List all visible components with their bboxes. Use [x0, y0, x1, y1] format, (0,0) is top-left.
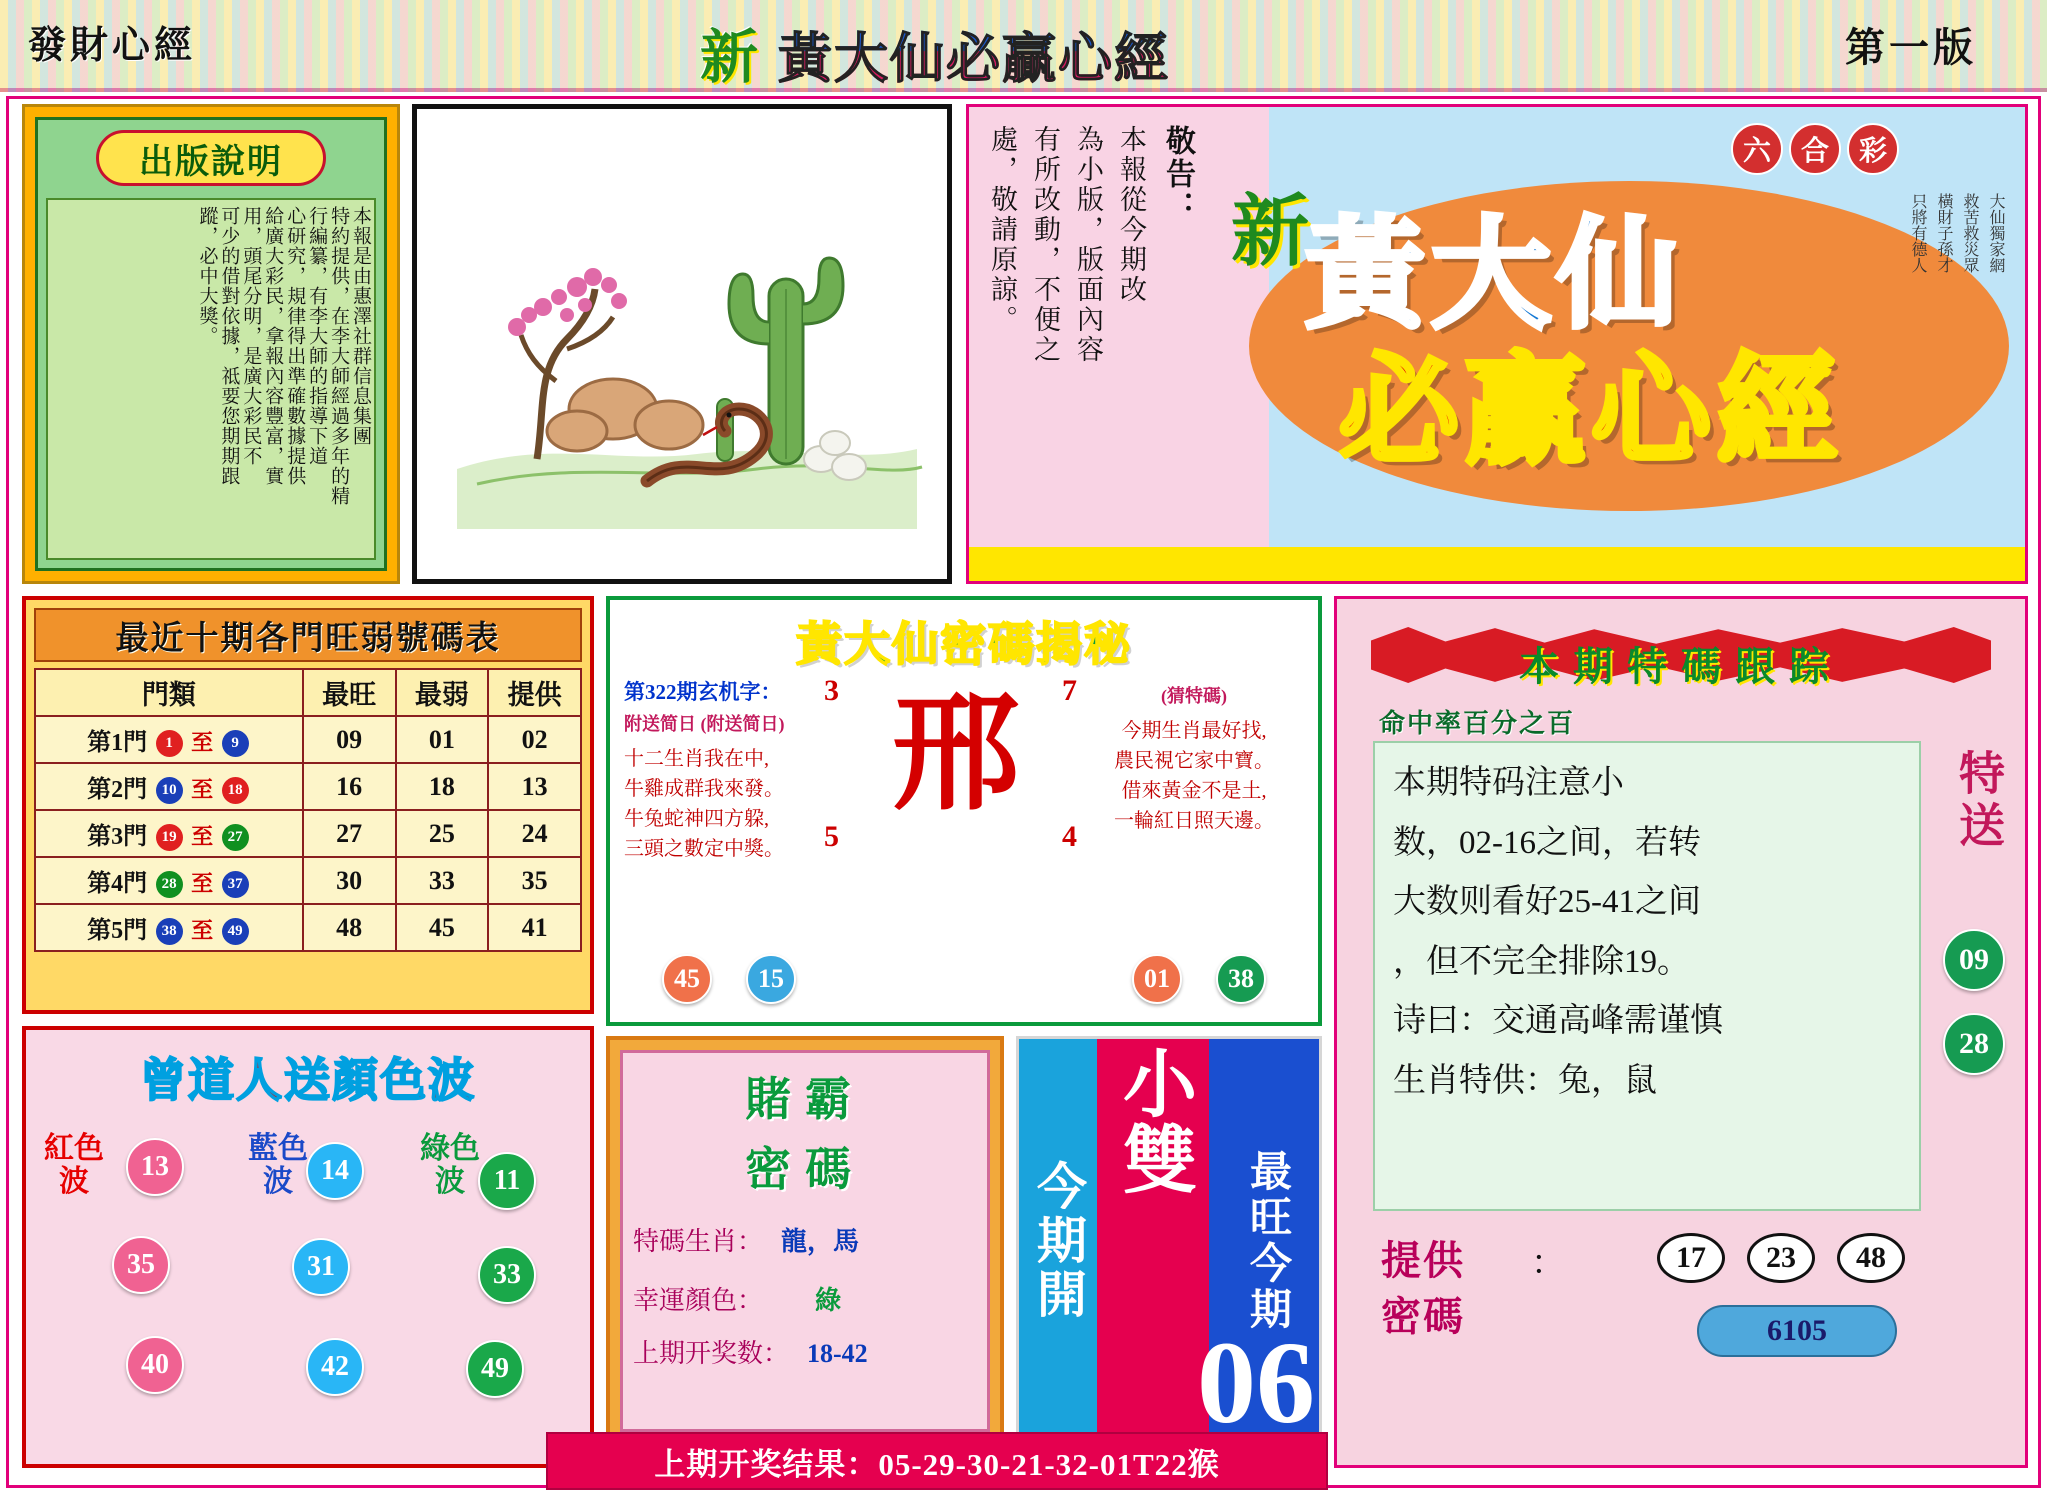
special-code-oval: 17	[1657, 1233, 1725, 1283]
poem-line: 一輪紅日照天邊。	[1114, 810, 1274, 832]
special-code-oval: 23	[1747, 1233, 1815, 1283]
special-paragraph: 本期特码注意小	[1393, 765, 1624, 801]
provide-colon: ：	[1531, 1244, 1565, 1282]
gamble-value: 綠	[815, 1286, 842, 1315]
poem-line: 牛兔蛇神四方躱,	[624, 808, 769, 830]
cell-supply: 35	[488, 857, 581, 904]
snake-and-cactus-icon	[417, 109, 947, 579]
banner-side-slogan	[1906, 193, 2007, 343]
banner-side-line: 只將有德人	[1909, 193, 1926, 273]
special-paragraph: 诗曰：交通高峰需谨慎	[1393, 1003, 1723, 1039]
color-wave-panel	[22, 1026, 594, 1468]
gate-label: 第3門	[87, 823, 148, 850]
decode-poem-left	[624, 744, 844, 864]
range-start-dot: 38	[156, 918, 183, 945]
gamble-value: 龍，馬	[781, 1227, 860, 1256]
illustration-panel	[412, 104, 952, 584]
today-open-right-label: 最旺今期	[1244, 1149, 1290, 1333]
gamble-row-color	[633, 1280, 977, 1317]
cell-supply: 02	[488, 716, 581, 763]
today-open-number: 06	[1197, 1317, 1315, 1446]
recent-table-title: 最近十期各門旺弱號碼表	[115, 620, 501, 657]
banner-bottom-bar	[969, 547, 2025, 581]
col-header-least: 最弱	[396, 669, 489, 716]
banner-title-line1: 黃大仙	[1305, 209, 1683, 342]
banner-notice-line: 本報從今期改	[1116, 125, 1146, 305]
range-start-dot: 1	[156, 730, 183, 757]
special-side-ball: 28	[1943, 1013, 2005, 1075]
table-row	[35, 857, 581, 904]
range-start-dot: 10	[156, 777, 183, 804]
range-start-dot: 28	[156, 871, 183, 898]
publication-note-title-badge	[96, 130, 326, 186]
decode-poem-right	[1086, 716, 1302, 836]
banner-notice-text	[983, 125, 1199, 545]
gamble-title-line1: 賭霸	[745, 1074, 865, 1125]
cell-most: 09	[303, 716, 396, 763]
cell-least: 45	[396, 904, 489, 951]
special-vertical-label: 特送	[1953, 749, 2004, 853]
table-header-row	[35, 669, 581, 716]
publication-note-line: 用，頭尾分明，是廣大彩民不	[240, 206, 262, 466]
gate-label: 第5門	[87, 917, 148, 944]
color-wave-ball: 13	[126, 1138, 184, 1196]
recent-table-title-bar	[34, 608, 582, 662]
provide-label-1: 提供	[1381, 1238, 1465, 1283]
banner-notice-line: 有所改動，不便之	[1030, 125, 1060, 365]
decode-title: 黃大仙密碼揭秘	[795, 619, 1132, 670]
provide-label-2: 密碼	[1381, 1294, 1465, 1339]
today-open-col-mid	[1097, 1039, 1209, 1443]
publication-note-line: 特約提供，在李大師經過多年的精	[328, 206, 350, 506]
decode-center-group	[846, 683, 1066, 825]
col-header-gate: 門類	[35, 669, 303, 716]
lotto-char: 合	[1789, 123, 1841, 175]
special-paragraph: 生肖特供：兔，鼠	[1393, 1062, 1657, 1099]
publication-note-line: 心研究，規律得出準確數據提供	[284, 206, 306, 486]
today-open-left-label: 今期開	[1030, 1160, 1086, 1322]
gamble-label: 上期开奖数：	[633, 1339, 790, 1368]
poem-line: 農民視它家中寶。	[1114, 750, 1274, 772]
cell-most: 48	[303, 904, 396, 951]
gamble-row-zodiac	[633, 1221, 977, 1258]
special-code-oval-group	[1657, 1233, 1905, 1283]
range-separator: 至	[191, 870, 214, 896]
decode-corner-bottom-right: 4	[1062, 820, 1077, 853]
gamble-label: 幸運顏色：	[633, 1286, 764, 1315]
color-wave-ball: 31	[292, 1238, 350, 1296]
decode-right-column	[1086, 682, 1302, 836]
color-wave-ball: 11	[478, 1152, 536, 1210]
decode-corner-bottom-left: 5	[824, 820, 839, 853]
banner-side-line: 橫財子孫才	[1935, 193, 1952, 273]
recent-table	[34, 668, 582, 952]
header-left-title: 發財心經	[28, 25, 197, 67]
range-separator: 至	[191, 776, 214, 802]
color-wave-ball: 49	[466, 1340, 524, 1398]
decode-ball: 01	[1132, 954, 1182, 1004]
decode-issue-line: 第322期玄机字：	[624, 680, 782, 704]
cell-least: 25	[396, 810, 489, 857]
range-end-dot: 27	[222, 824, 249, 851]
today-open-panel	[1016, 1036, 1322, 1446]
special-paragraph: ，但不完全排除19。	[1393, 943, 1690, 980]
banner-title-line2: 必贏心經	[1339, 345, 1843, 478]
gamble-row-last	[633, 1333, 977, 1370]
banner-notice-line: 處，敬請原諒。	[987, 125, 1017, 335]
cell-gate	[35, 763, 303, 810]
poem-line: 今期生肖最好找,	[1121, 720, 1267, 742]
decode-ball: 38	[1216, 954, 1266, 1004]
range-end-dot: 9	[222, 730, 249, 757]
range-end-dot: 49	[222, 918, 249, 945]
decode-guess-label: (猜特碼)	[1161, 686, 1227, 706]
cell-gate	[35, 857, 303, 904]
color-wave-title: 曾道人送顏色波	[140, 1055, 476, 1106]
publication-note-line: 行編纂，有李大師的指導下道	[306, 206, 328, 466]
poem-line: 三頭之數定中獎。	[624, 838, 784, 860]
special-ribbon	[1371, 609, 1991, 705]
header-main-title: 黃大仙必贏心經	[778, 16, 1170, 93]
special-side-ball: 09	[1943, 929, 2005, 991]
publication-note-panel	[22, 104, 400, 584]
poem-line: 十二生肖我在中,	[624, 748, 769, 770]
publication-note-line: 可少的借對依據，祗要您期期跟	[218, 206, 240, 486]
cell-supply: 41	[488, 904, 581, 951]
banner-notice-line: 敬告：	[1161, 125, 1194, 224]
gate-label: 第2門	[87, 776, 148, 803]
special-side-ball-group	[1943, 929, 2005, 1075]
banner-new-badge: 新	[1231, 188, 1310, 275]
cell-least: 33	[396, 857, 489, 904]
publication-note-line: 給廣大彩民，拿報內容豐富，實	[262, 206, 284, 486]
banner-side-line: 大仙獨家網	[1987, 193, 2004, 273]
gamble-code-panel	[606, 1036, 1004, 1446]
range-end-dot: 18	[222, 777, 249, 804]
banner-side-line: 救苦救災眾	[1961, 193, 1978, 273]
gate-label: 第4門	[87, 870, 148, 897]
banner-notice-line: 為小版，版面內容	[1073, 125, 1103, 365]
publication-note-title: 出版說明	[139, 143, 283, 181]
col-header-supply: 提供	[488, 669, 581, 716]
lotto-char: 彩	[1847, 123, 1899, 175]
publication-note-line: 蹤，必中大獎。	[196, 206, 218, 346]
special-ribbon-title: 本期特碼跟踪	[1519, 644, 1843, 689]
cell-gate	[35, 904, 303, 951]
publication-note-inner	[35, 117, 387, 571]
today-open-mid-label: 小雙	[1112, 1045, 1194, 1197]
lotto-char: 六	[1731, 123, 1783, 175]
gamble-label: 特碼生肖：	[633, 1227, 764, 1256]
table-row	[35, 904, 581, 951]
recent-periods-table-panel	[22, 596, 594, 1014]
special-pill-code: 6105	[1697, 1305, 1897, 1357]
cell-supply: 13	[488, 763, 581, 810]
color-wave-ball: 40	[126, 1336, 184, 1394]
cell-gate	[35, 716, 303, 763]
publication-note-line: 本報是由惠澤社群信息集團	[350, 206, 371, 446]
range-end-dot: 37	[222, 871, 249, 898]
decode-title-bar	[631, 610, 1297, 672]
decode-corner-top-right: 7	[1062, 674, 1077, 707]
cell-most: 27	[303, 810, 396, 857]
cell-gate	[35, 810, 303, 857]
color-wave-ball: 14	[306, 1142, 364, 1200]
cell-least: 18	[396, 763, 489, 810]
color-wave-ball: 35	[112, 1236, 170, 1294]
cell-most: 30	[303, 857, 396, 904]
cell-least: 01	[396, 716, 489, 763]
gamble-title-line2: 密碼	[745, 1144, 865, 1195]
decode-ball: 45	[662, 954, 712, 1004]
decode-body	[610, 672, 1318, 1012]
gate-label: 第1門	[87, 729, 148, 756]
color-wave-grid	[26, 1118, 590, 1474]
special-paragraph: 大数则看好25-41之间	[1393, 884, 1701, 920]
gamble-value: 18-42	[807, 1339, 868, 1368]
header-edition-label: 第一版	[1845, 25, 1977, 70]
cell-most: 16	[303, 763, 396, 810]
header-center-title-group	[700, 6, 1380, 90]
range-separator: 至	[191, 729, 214, 755]
color-wave-label-blue: 藍色波	[248, 1132, 308, 1198]
color-wave-ball: 42	[306, 1338, 364, 1396]
range-separator: 至	[191, 917, 214, 943]
lotto-label-group	[1731, 123, 1899, 175]
cell-supply: 24	[488, 810, 581, 857]
decode-left-column	[624, 676, 844, 864]
decode-panel	[606, 596, 1322, 1026]
special-code-oval: 48	[1837, 1233, 1905, 1283]
decode-center-character: 邢	[891, 683, 1020, 825]
color-wave-label-green: 綠色波	[420, 1132, 480, 1198]
decode-ball-row	[610, 948, 1318, 1004]
gamble-inner	[620, 1050, 990, 1432]
decode-ball: 15	[746, 954, 796, 1004]
special-paragraph: 数，02-16之间，若转	[1393, 824, 1701, 861]
special-text-panel	[1373, 741, 1921, 1211]
page-header	[0, 0, 2047, 92]
color-wave-ball: 33	[478, 1246, 536, 1304]
range-separator: 至	[191, 823, 214, 849]
decode-corner-top-left: 3	[824, 674, 839, 707]
poem-line: 借來黃金不是土,	[1121, 780, 1267, 802]
masthead-banner	[966, 104, 2028, 584]
header-new-badge: 新	[700, 25, 759, 90]
special-code-panel	[1334, 596, 2028, 1468]
range-start-dot: 19	[156, 824, 183, 851]
col-header-most: 最旺	[303, 669, 396, 716]
table-row	[35, 810, 581, 857]
last-draw-result-text: 上期开奖结果：05-29-30-21-32-01T22猴	[654, 1446, 1220, 1482]
decode-attach-line: 附送简日 (附送简日)	[624, 714, 785, 734]
special-subtitle: 命中率百分之百	[1379, 709, 1576, 738]
color-wave-label-red: 紅色波	[44, 1132, 104, 1198]
poem-line: 牛雞成群我來發。	[624, 778, 784, 800]
table-row	[35, 763, 581, 810]
today-open-col-left	[1019, 1039, 1097, 1443]
table-row	[35, 716, 581, 763]
publication-note-body	[46, 198, 376, 560]
